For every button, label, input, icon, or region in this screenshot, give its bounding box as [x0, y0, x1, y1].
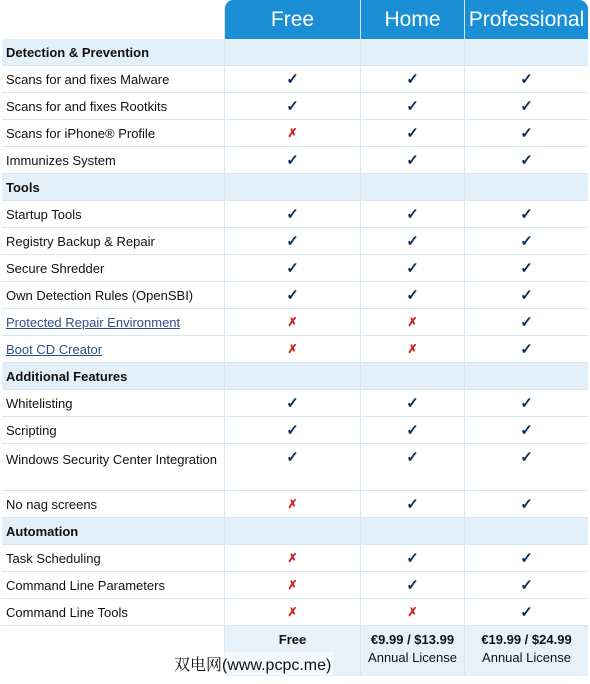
check-icon: ✓ — [406, 287, 419, 304]
feature-label: Own Detection Rules (OpenSBI) — [6, 287, 194, 303]
category-title: Additional Features — [6, 368, 128, 384]
watermark: 双电网(www.pcpc.me) — [172, 652, 333, 675]
cross-icon: ✗ — [287, 605, 298, 619]
check-icon: ✓ — [406, 125, 419, 142]
check-icon: ✓ — [520, 395, 533, 412]
feature-row — [2, 282, 588, 309]
check-icon: ✓ — [286, 71, 299, 88]
check-icon: ✓ — [520, 287, 533, 304]
feature-label: Startup Tools — [6, 206, 82, 222]
price-professional-value: €19.99 / $24.99 — [481, 632, 572, 647]
boot-cd-creator-link[interactable]: Boot CD Creator — [6, 341, 103, 357]
feature-label: Scans for iPhone® Profile — [6, 125, 156, 141]
check-icon: ✓ — [406, 496, 419, 513]
feature-label: Command Line Tools — [6, 604, 128, 620]
feature-row — [2, 444, 588, 491]
feature-row — [2, 336, 588, 363]
check-icon: ✓ — [406, 449, 419, 466]
check-icon: ✓ — [520, 449, 533, 466]
cross-icon: ✗ — [287, 126, 298, 140]
check-icon: ✓ — [286, 449, 299, 466]
category-spacer — [360, 39, 464, 65]
check-icon: ✓ — [520, 260, 533, 277]
category-spacer — [464, 39, 588, 65]
price-professional — [464, 626, 588, 676]
category-row — [2, 363, 588, 390]
check-icon: ✓ — [520, 98, 533, 115]
feature-row — [2, 599, 588, 626]
cross-icon: ✗ — [407, 315, 418, 329]
check-icon: ✓ — [406, 233, 419, 250]
category-spacer — [224, 39, 360, 65]
category-spacer — [464, 518, 588, 544]
price-home-license: Annual License — [368, 650, 457, 665]
plan-header-row — [2, 0, 588, 39]
category-row — [2, 174, 588, 201]
check-icon: ✓ — [520, 206, 533, 223]
category-title: Automation — [6, 523, 79, 539]
check-icon: ✓ — [520, 152, 533, 169]
price-home-value: €9.99 / $13.99 — [370, 632, 455, 647]
check-icon: ✓ — [406, 260, 419, 277]
cross-icon: ✗ — [407, 342, 418, 356]
cross-icon: ✗ — [287, 551, 298, 565]
check-icon: ✓ — [520, 604, 533, 621]
category-row — [2, 518, 588, 545]
check-icon: ✓ — [406, 422, 419, 439]
category-spacer — [360, 518, 464, 544]
check-icon: ✓ — [286, 98, 299, 115]
feature-row — [2, 147, 588, 174]
feature-label: Scans for and fixes Rootkits — [6, 98, 168, 114]
cross-icon: ✗ — [287, 578, 298, 592]
check-icon: ✓ — [286, 152, 299, 169]
check-icon: ✓ — [406, 206, 419, 223]
check-icon: ✓ — [406, 577, 419, 594]
check-icon: ✓ — [286, 422, 299, 439]
feature-row — [2, 545, 588, 572]
category-spacer — [464, 174, 588, 200]
feature-row — [2, 309, 588, 336]
category-spacer — [360, 174, 464, 200]
check-icon: ✓ — [286, 206, 299, 223]
check-icon: ✓ — [520, 314, 533, 331]
plan-home-header: Home — [360, 0, 464, 39]
feature-row — [2, 390, 588, 417]
cross-icon: ✗ — [287, 497, 298, 511]
feature-row — [2, 255, 588, 282]
feature-label: Scripting — [6, 422, 57, 438]
category-spacer — [224, 518, 360, 544]
category-title: Tools — [6, 179, 40, 195]
category-spacer — [464, 363, 588, 389]
check-icon: ✓ — [286, 395, 299, 412]
check-icon: ✓ — [520, 422, 533, 439]
price-professional-license: Annual License — [482, 650, 571, 665]
feature-label: Registry Backup & Repair — [6, 233, 155, 249]
category-row — [2, 39, 588, 66]
comparison-table — [2, 0, 588, 676]
feature-row — [2, 120, 588, 147]
cross-icon: ✗ — [407, 605, 418, 619]
check-icon: ✓ — [520, 341, 533, 358]
cross-icon: ✗ — [287, 315, 298, 329]
feature-label: Scans for and fixes Malware — [6, 71, 170, 87]
check-icon: ✓ — [520, 496, 533, 513]
category-spacer — [224, 174, 360, 200]
feature-row — [2, 228, 588, 255]
plan-professional-header: Professional — [464, 0, 588, 39]
check-icon: ✓ — [520, 550, 533, 567]
feature-label: Command Line Parameters — [6, 577, 165, 593]
plan-free-header: Free — [224, 0, 360, 39]
check-icon: ✓ — [520, 233, 533, 250]
check-icon: ✓ — [286, 260, 299, 277]
price-home — [360, 626, 464, 676]
feature-label: No nag screens — [6, 496, 98, 512]
feature-row — [2, 572, 588, 599]
feature-row — [2, 93, 588, 120]
category-title: Detection & Prevention — [6, 44, 150, 60]
check-icon: ✓ — [406, 71, 419, 88]
feature-label: Windows Security Center Integration — [6, 452, 217, 467]
check-icon: ✓ — [406, 550, 419, 567]
check-icon: ✓ — [286, 287, 299, 304]
check-icon: ✓ — [286, 233, 299, 250]
category-spacer — [224, 363, 360, 389]
cross-icon: ✗ — [287, 342, 298, 356]
price-free-value: Free — [278, 632, 307, 647]
feature-label: Task Scheduling — [6, 550, 101, 566]
category-spacer — [360, 363, 464, 389]
header-spacer — [2, 0, 224, 39]
feature-row — [2, 201, 588, 228]
feature-label: Immunizes System — [6, 152, 116, 168]
feature-row — [2, 417, 588, 444]
check-icon: ✓ — [520, 125, 533, 142]
check-icon: ✓ — [406, 152, 419, 169]
feature-label: Secure Shredder — [6, 260, 105, 276]
feature-row — [2, 66, 588, 93]
protected-repair-environment-link[interactable]: Protected Repair Environment — [6, 314, 181, 330]
check-icon: ✓ — [520, 577, 533, 594]
check-icon: ✓ — [406, 395, 419, 412]
check-icon: ✓ — [406, 98, 419, 115]
feature-label: Whitelisting — [6, 395, 73, 411]
check-icon: ✓ — [520, 71, 533, 88]
feature-row — [2, 491, 588, 518]
